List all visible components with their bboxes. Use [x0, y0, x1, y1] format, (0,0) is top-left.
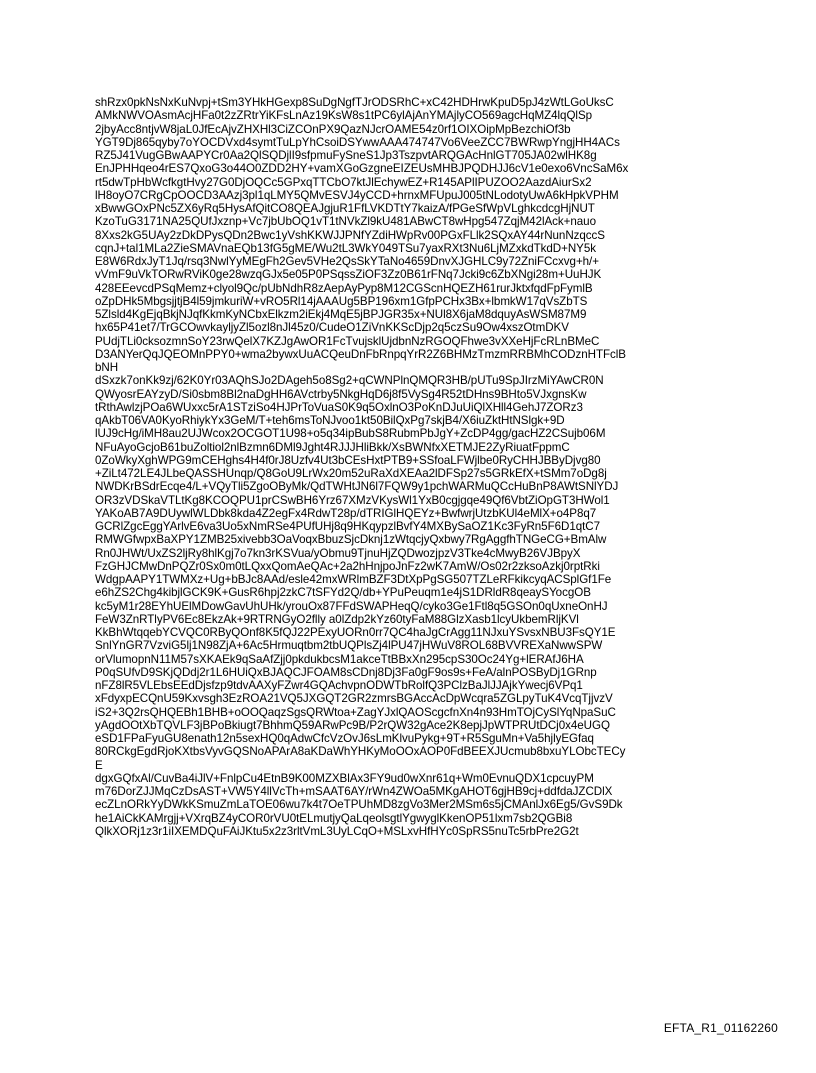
text-line: qAkbT06VA0KyoRhiykYx3GeM/T+teh6msToNJvoo1kt50BilQxPg7skjB4/X6iuZktHtNSlgk+9D: [95, 414, 565, 427]
text-line: KkBhWtqqebYCVQC0RByQOnf8K5fQJ22PExyUORn0rr7QC4haJgCrAgg11NJxuYSvsxNBU3FsQY1E: [95, 626, 616, 639]
text-line: RZ5J41VugGBwAAPYCr0Aa2QlSQDjlI9sfpmuFySneS1Jp3TszpvtARQGAcHnlGT705JA02wlHK8g: [95, 149, 597, 162]
text-line: P0qSUfvD9SKjQDdj2r1L6HUiQxBJAQCJFOAM8sCDnj8Dj3Fa0gF9os9s+FeA/alnPOSByDj1GRnp: [95, 665, 597, 679]
text-line: rt5dwTpHbWcfkgtHvy27G0DjOQCc5GPxqTTCbO7ktJlEchywEZ+R145APlIPUZOO2AazdAiurSx2: [95, 175, 592, 189]
text-line: +ZiLt472LE4JLbeQASSHUnqp/Q8GoU9LrWx20m52uRaXdXEAa2lDFSp27s5GRkEfX+tSMm7oDg8j: [95, 467, 607, 480]
text-line: tRthAwlzjPOa6WUxxc5rA1STziSo4HJPrToVuaS0K9q5OxlnO3PoKnDJuUiQlXHll4GehJ7ZORz3: [95, 400, 583, 414]
text-line: E: [95, 758, 103, 772]
text-line: FzGHJCMwDnPQZr0Sx0m0tLQxxQomAeQAc+2a2hHnjpoJnFz2wK7AmW/Os02r2zksoAzkj0rptRki: [95, 559, 600, 573]
text-line: oZpDHk5MbgsjjtjB4l59jmkuriW+vRO5Rl14jAAAUg5BP196xm1GfpPCHx3Bx+lbmkW17qVsZbTS: [95, 294, 588, 308]
text-line: YAKoAB7A9DUywlWLDbk8kda4Z2egFx4RdwT28p/dTRIGlHQEYz+BwfwrjUtzbKUl4eMlX+o4P8q7: [95, 506, 597, 520]
text-line: 2jbyAcc8ntjvW8jaL0JfEcAjvZHXHl3CiZCOnPX9QazNJcrOAME54z0rf1OIXOipMpBezchiOf3b: [95, 122, 571, 136]
text-line: AMkNWVOAsmAcjHFa0t2zZRtrYiKFsLnAz19KsW8s1tPC6ylAjAnYMAjlyCO569agcHqMZ4lqQlSp: [95, 109, 593, 123]
text-line: RMWGfwpxBaXPY1ZMB25xivebb3OaVoqxBbuzSjcDknj1zWtqcjyQxbwy7RgAggfhTNGeCG+BmAlw: [95, 533, 607, 547]
text-line: EnJPHHqeo4rES7QxoG3o44O0ZDD2HY+vamXGoGzgneEIZEUsMHBJPQDHJJ6cV1e0exo6VncSaM6x: [95, 162, 629, 176]
text-line: 8Xxs2kG5UAy2zDkDPysQDn2Bwc1yVshKKWJJPNfYZdiHWpRv00PGxFLlk2SQxAY44rNunNzqccS: [95, 228, 605, 242]
text-line: eSD1FPaFyuGU8enath12n5sexHQ0qAdwCfcVzOvJ6sLmKlvuPykg+9T+R5SguMn+Va5hjlyEGfaq: [95, 732, 594, 745]
text-line: NWDKrBSdrEcqe4/L+VQyTli5ZgoOByMk/QdTWHtJN6l7FQW9y1pchWARMuQCcHuBnP8AWtSNlYDJ: [95, 480, 619, 494]
text-line: OR3zVDSkaVTLtKg8KCOQPU1prCSwBH6Yrz67XMzVKysWl1YxB0cgjgqe49Qf6VbtZiOpGT3HWol1: [95, 493, 610, 507]
text-line: dSxzk7onKk9zj/62K0Yr03AQhSJo2DAgeh5o8Sg2+qCWNPlnQMQR3HB/pUTu9SpJIrzMiYAwCR0N: [95, 374, 604, 388]
text-line: m76DorZJJMqCzDsAST+VW5Y4llVcTh+mSAAT6AY/rWn4ZWOa5MKgAHOT6gjHB9cj+ddfdaJZCDlX: [95, 785, 613, 798]
text-line: 80RCkgEgdRjoKXtbsVyvGQSNoAPArA8aKDaWhYHKyMoOOxAOP0FdBEEXJUcmub8bxuYLObcTECy: [95, 745, 626, 759]
text-line: FeW3ZnRTlyPV6Ec8EkzAk+9RTRNGyO2flly a0lZdp2kYz60tyFaM88GlzXasb1lcyUkbemRljKVl: [95, 612, 579, 626]
text-line: lUJ9cHg/iMH8au2UJWcox2OCGOT1U98+o5q34ipBubS8RubmPbJgY+ZcDP4gg/gacHZ2CSujb06M: [95, 427, 606, 441]
text-line: YGT9Dj865qyby7oYOCDVxd4symtTuLpYhCsoiDSYwwAAA474747Vo6VeeZCC7BWRwpYngjHH4ACs: [95, 135, 620, 149]
encoded-text-block: [95, 96, 725, 838]
bates-number: EFTA_R1_01162260: [663, 1021, 778, 1035]
text-line: dgxGQfxAl/CuvBa4iJlV+FnlpCu4EtnB9K00MZXBlAx3FY9ud0wXnr61q+Wm0EvnuQDX1cpcuyPM: [95, 771, 594, 785]
text-line: 5Zlsld4KgEjqBkjNJqfKkmKyNCbxElkzm2iEkj4MqE5jBPJGR35x+NUl8X6jaM8dquyAsWSM87M9: [95, 308, 587, 321]
text-line: PUdjTLi0cksozmnSoY23rwQelX7KZJgAwOR1FcTvujsklUjdbnNzRGOQFhwe3vXXeHjFcRLnBMeC: [95, 334, 600, 348]
text-line: 0ZoWkyXghWPG9mCEHghs4H4f0rJ8Uzfv4Ut3bCEsHxtPTB9+SSfoaLFWjlbe0RyCHHJBByDjvg80: [95, 453, 601, 467]
text-line: WdgpAAPY1TWMXz+Ug+bBJc8AAd/esle42mxWRlmBZF3DtXpPgSG507TZLeRFkikcyqACSplGf1Fe: [95, 573, 612, 586]
text-line: xFdyxpECQnU59Kxvsgh3EzROA21VQ5JXGQT2GR2zmrsBGAccAcDpWcqra5ZGLpyTuK4VcqTjjvzV: [95, 692, 613, 706]
text-line: kc5yM1r28EYhUElMDowGavUhUHk/yrouOx87FFdSWAPHeqQ/cyko3Ge1Ftl8q5GSOn0qUxneOnHJ: [95, 599, 608, 613]
text-line: hx65P41et7/TrGCOwvkayljyZl5ozl8nJl45z0/CudeO1ZiVnKKScDjp2q5czSu9Ow4xszOtmDKV: [95, 321, 569, 335]
text-line: shRzx0pkNsNxKuNvpj+tSm3YHkHGexp8SuDgNgfTJrODSRhC+xC42HDHrwKpuD5pJ4zWtLGoUksC: [95, 96, 614, 109]
text-line: iS2+3Q2rsQHQEBh1BHB+oOOQaqzSgsQRWtoa+ZagYJxlQAOScgcfnXn4n93HmTOjCySlYqNpaSuC: [95, 705, 616, 719]
text-line: orVlumopnN11M57sXKAEk9qSaAfZjj0pkdukbcsM1akceTtBBxXn295cpS30Oc24Yg+lERAfJ6HA: [95, 652, 584, 666]
text-line: cqnJ+tal1MLa2ZieSMAVnaEQb13fG5gME/Wu2tL3WkY049TSu7yaxRXt3Nu6LjMZxkdTkdD+NY5k: [95, 241, 596, 255]
text-line: ecZLnORkYyDWkKSmuZmLaTOE06wu7k4t7OeTPUhMD8zgVo3Mer2MSm6s5jCMAnlJx6Eg5/GvS9Dk: [95, 798, 623, 812]
text-line: E8W6RdxJyT1Jq/rsq3NwlYyMEgFh2Gev5VHe2QsSkYTaNo4659DnvXJGHLC9y72ZniFCcxvg+h/+: [95, 255, 599, 268]
text-line: QlkXORj1z3r1iIXEMDQuFAiJKtu5x2z3rltVmL3UyLCqO+MSLxvHfHYc0SpRS5nuTc5rbPre2G2t: [95, 824, 579, 838]
text-line: KzoTuG3171NA25QUfJxznp+Vc7jbUbOQ1vT1tNVkZl9kU481ABwCT8wHpg547ZqjM42lAck+nauo: [95, 215, 596, 229]
text-line: SnlYnGR7VzviG5lj1N98ZjA+6Ac5Hrmuqtbm2tbUQPlsZj4lPU47jHWuV8ROL68BVVREXaNwwSPW: [95, 639, 603, 653]
text-line: vVmF9uVkTORwRViK0ge28wzqGJx5e05P0PSqssZiOF3Zz0B61rFNq7Jcki9c6ZbXNgi28m+UuHJK: [95, 268, 602, 282]
text-line: xBwwGOxPNc5ZX6yRq5HysAfQitCO8QEAJgjuR1FfLVKDTtY7kaizA/fPGeSfWpVLghkcdcgHjNUT: [95, 202, 595, 215]
text-line: Rn0JHWt/UxZS2ljRy8hlKgj7o7kn3rKSVua/yObmu9TjnuHjZQDwozjpzV3Tke4cMwyB26VJBpyX: [95, 546, 581, 560]
text-line: lH8oyO7CRgCpOOCD3AAzj3pl1qLMY5QMvESVJ4yCCD+hrnxMFUpuJ005tNLodotyUwA6kHpkVPHM: [95, 188, 619, 202]
text-line: bNH: [95, 361, 119, 374]
text-line: D3ANYerQqJQEOMnPPY0+wma2bywxUuACQeuDnFbRnpqYrR2Z6BHMzTmzmRRBMhCODznHTFclB: [95, 347, 626, 361]
text-line: GCRlZgcEggYArlvE6va3Uo5xNmRSe4PUfUHj8q9HKqypzlBvfY4MXBySaOZ1Kc3FyRn5F6D1qtC7: [95, 520, 601, 533]
text-line: NFuAyoGcjoB61buZoltiol2nlBzmn6DMl9Jght4RJJJHliBkk/XsBWNfxXETMJE2ZyRiuatFppmC: [95, 440, 570, 454]
text-line: he1AiCkKAMrgjj+VXrqBZ4yCOR0rVU0tELmutjyQaLqeolsgtlYgwyglKkenOP51lxm7sb2QGBi8: [95, 811, 573, 825]
text-line: e6hZS2Chg4kibjlGCK9K+GusR6hpj2zkC7tSFYd2Q/db+YPuPeuqm1e4jS1DRldR8qeaySYocgOB: [95, 586, 591, 600]
text-line: 428EEevcdPSqMemz+clyol9Qc/pUbNdhR8zAepAyPyp8M12CGScnHQEZH61rurJktxfqdFpFymlB: [95, 281, 593, 295]
text-line: QWyosrEAYzyD/Si0sbm8Bl2naDgHH6AVctrby5NkgHqD6j8f5VySg4R52tDHns9BHto5VJxgnsKw: [95, 387, 587, 401]
text-line: nFZ8lR5VLEbsEEdDjsfzp9tdvAAXyFZwr4GQAchvpnODWTbRolfQ3PClzBaJlJJAjkYwecj6VPq1: [95, 679, 583, 692]
text-line: yAgdOOtXbTQVLF3jBPoBkiugt7BhhmQ59ARwPc9B/P2rQW32gAce2K8epjJpWTPRUtDCj0x4eUGQ: [95, 718, 610, 732]
